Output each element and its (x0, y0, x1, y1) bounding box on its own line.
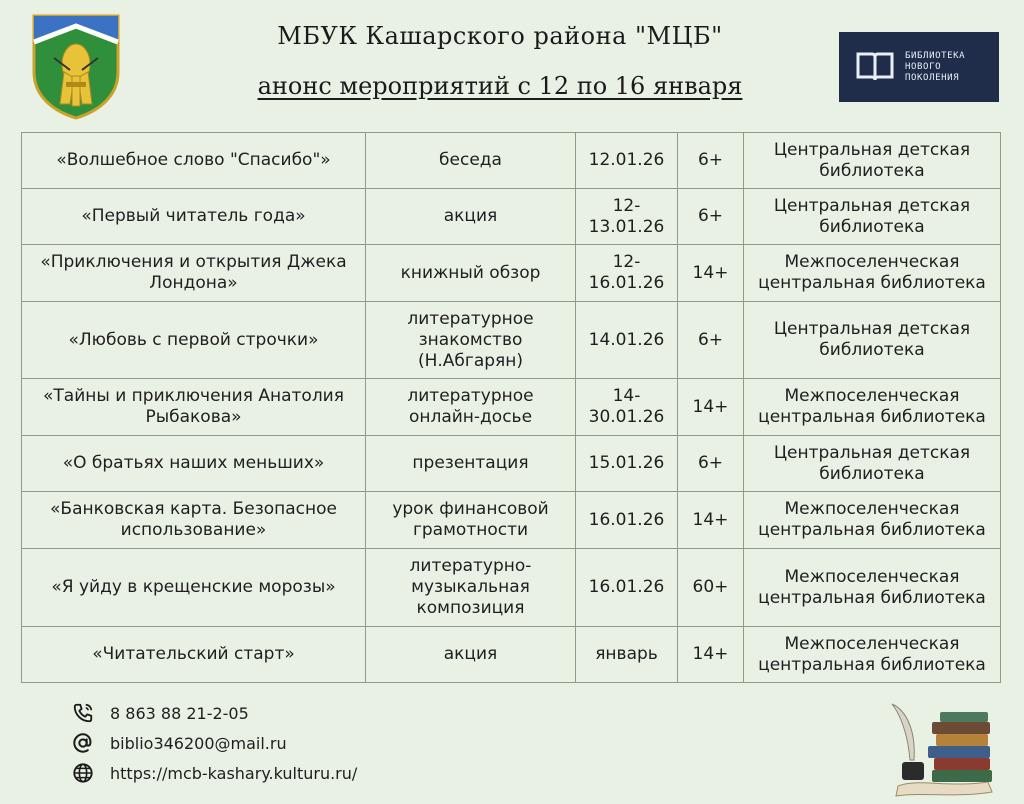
event-name: «Первый читатель года» (22, 189, 366, 245)
logo-text-line: НОВОГО (905, 61, 942, 72)
event-age: 14+ (678, 379, 744, 436)
event-place: Межпоселенческая центральная библиотека (744, 245, 1001, 302)
contact-website (72, 758, 472, 788)
event-date: 16.01.26 (576, 492, 678, 549)
events-table (21, 132, 1001, 683)
event-type: литературно-музыкальная композиция (366, 549, 576, 627)
table-row (22, 627, 1001, 683)
event-type: книжный обзор (366, 245, 576, 302)
event-type: акция (366, 189, 576, 245)
event-name: «Тайны и приключения Анатолия Рыбакова» (22, 379, 366, 436)
event-age: 14+ (678, 627, 744, 683)
table-row (22, 189, 1001, 245)
event-date: 15.01.26 (576, 436, 678, 492)
event-type: акция (366, 627, 576, 683)
event-date: 16.01.26 (576, 549, 678, 627)
event-place: Центральная детская библиотека (744, 133, 1001, 189)
event-place: Межпоселенческая центральная библиотека (744, 379, 1001, 436)
contact-email (72, 728, 472, 758)
books-quill-icon (888, 700, 1000, 798)
table-row (22, 492, 1001, 549)
event-place: Межпоселенческая центральная библиотека (744, 492, 1001, 549)
event-name: «О братьях наших меньших» (22, 436, 366, 492)
event-place: Межпоселенческая центральная библиотека (744, 549, 1001, 627)
event-type: литературное онлайн-досье (366, 379, 576, 436)
table-row (22, 302, 1001, 379)
event-type: презентация (366, 436, 576, 492)
event-age: 6+ (678, 302, 744, 379)
page-subtitle: анонс мероприятий с 12 по 16 января (257, 72, 743, 100)
event-age: 60+ (678, 549, 744, 627)
event-date: 14-30.01.26 (576, 379, 678, 436)
table-row (22, 436, 1001, 492)
globe-icon (72, 762, 94, 784)
event-name: «Читательский старт» (22, 627, 366, 683)
event-date: 12-16.01.26 (576, 245, 678, 302)
event-date: 14.01.26 (576, 302, 678, 379)
at-sign-icon (72, 732, 94, 754)
event-place: Центральная детская библиотека (744, 436, 1001, 492)
contact-phone (72, 698, 472, 728)
event-place: Межпоселенческая центральная библиотека (744, 627, 1001, 683)
event-date: 12.01.26 (576, 133, 678, 189)
event-age: 6+ (678, 436, 744, 492)
event-name: «Любовь с первой строчки» (22, 302, 366, 379)
table-row (22, 379, 1001, 436)
library-logo (839, 32, 999, 102)
event-name: «Банковская карта. Безопасное использование» (22, 492, 366, 549)
event-date: 12-13.01.26 (576, 189, 678, 245)
logo-text-line: БИБЛИОТЕКА (905, 50, 966, 61)
email-address[interactable]: biblio346200@mail.ru (110, 733, 287, 753)
contacts-block (72, 698, 472, 788)
event-name: «Я уйду в крещенские морозы» (22, 549, 366, 627)
district-coat-of-arms-icon (30, 12, 122, 120)
table-row (22, 133, 1001, 189)
open-book-icon (855, 50, 895, 84)
phone-number[interactable]: 8 863 88 21-2-05 (110, 703, 249, 723)
phone-icon (72, 702, 94, 724)
page-title: МБУК Кашарского района "МЦБ" (277, 22, 723, 50)
event-type: урок финансовой грамотности (366, 492, 576, 549)
event-date: январь (576, 627, 678, 683)
event-type: беседа (366, 133, 576, 189)
event-age: 6+ (678, 189, 744, 245)
event-age: 6+ (678, 133, 744, 189)
event-name: «Приключения и открытия Джека Лондона» (22, 245, 366, 302)
event-place: Центральная детская библиотека (744, 189, 1001, 245)
event-type: литературное знакомство (Н.Абгарян) (366, 302, 576, 379)
logo-text-line: ПОКОЛЕНИЯ (905, 72, 960, 83)
event-age: 14+ (678, 492, 744, 549)
table-row (22, 549, 1001, 627)
website-link[interactable]: https://mcb-kashary.kulturu.ru/ (110, 763, 358, 783)
event-name: «Волшебное слово "Спасибо"» (22, 133, 366, 189)
table-row (22, 245, 1001, 302)
event-age: 14+ (678, 245, 744, 302)
event-place: Центральная детская библиотека (744, 302, 1001, 379)
